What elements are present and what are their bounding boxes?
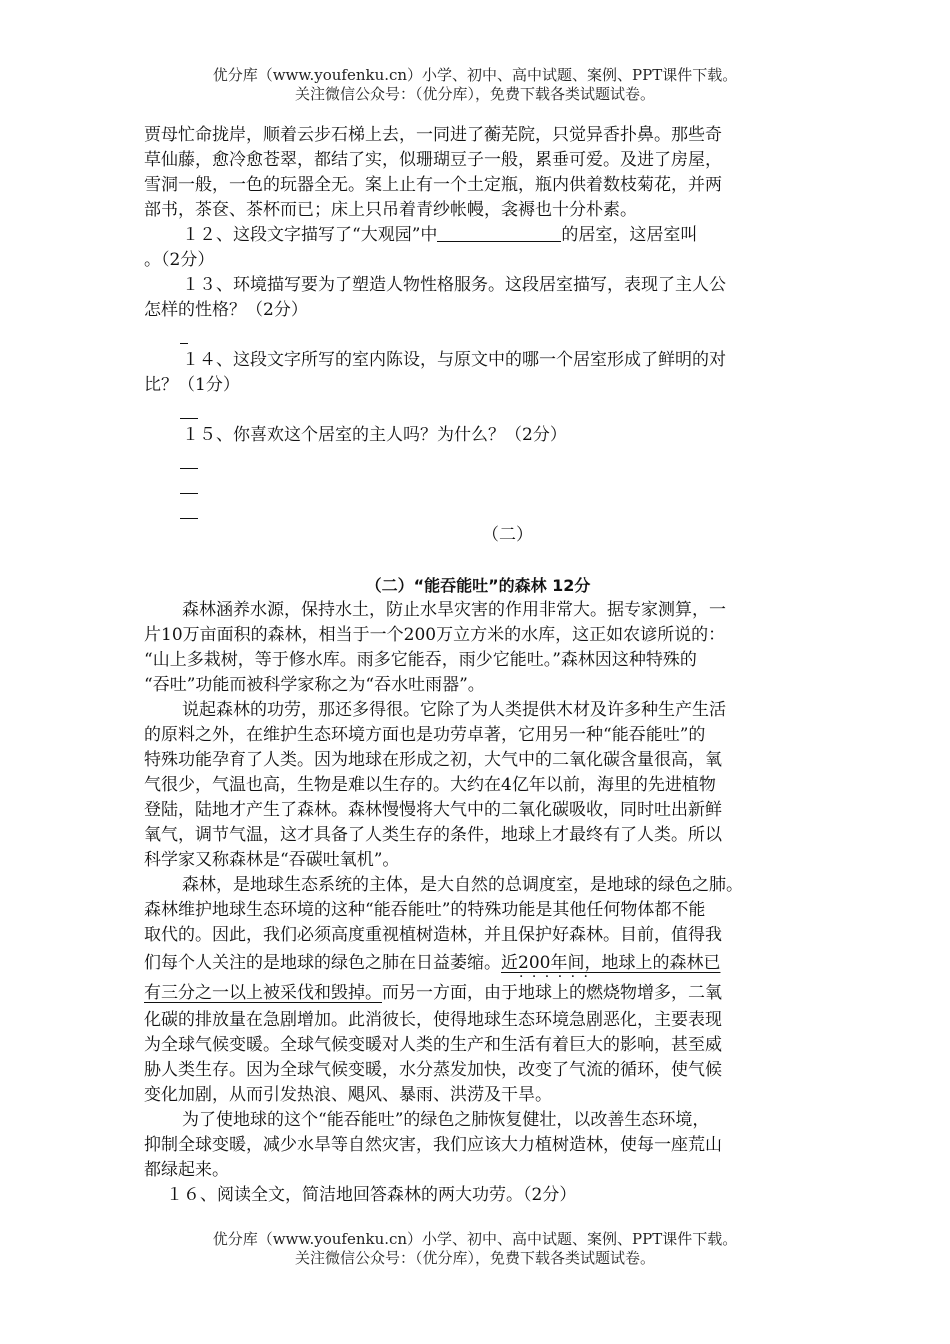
- article-line: 森林，是地球生态系统的主体，是大自然的总调度室，是地球的绿色之肺。: [182, 875, 743, 895]
- passage-line: 雪洞一般，一色的玩器全无。案上止有一个土定瓶，瓶内供着数枝菊花，并两: [144, 175, 722, 195]
- article-line: 取代的。因此，我们必须高度重视植树造林，并且保护好森林。目前，值得我: [144, 925, 722, 945]
- spacer: [144, 548, 812, 573]
- passage-line: 贾母忙命拢岸，顺着云步石梯上去，一同进了蘅芜院，只觉异香扑鼻。那些奇: [144, 125, 722, 145]
- underlined-sentence: 近200年间，地球上的森林已 · ·: [501, 948, 720, 978]
- question-12-cont: 。（2分）: [144, 250, 215, 270]
- section-marker: （二）: [482, 525, 533, 545]
- question-14-cont: 比？（1分）: [144, 375, 240, 395]
- article-line: 特殊功能孕育了人类。因为地球在形成之初，大气中的二氧化碳含量很高，氧: [144, 750, 722, 770]
- article-line: 化碳的排放量在急剧增加。此消彼长，使得地球生态环境急剧恶化，主要表现: [144, 1010, 722, 1030]
- question-14: １４、这段文字所写的室内陈设，与原文中的哪一个居室形成了鲜明的对: [182, 350, 726, 370]
- article-line: 抑制全球变暖，减少水旱等自然灾害，我们应该大力植树造林，使每一座荒山: [144, 1135, 722, 1155]
- answer-line[interactable]: [144, 498, 812, 523]
- article-line: 都绿起来。: [144, 1160, 229, 1180]
- answer-blank[interactable]: [437, 223, 561, 242]
- article-line: 为全球气候变暖。全球气候变暖对人类的生产和生活有着巨大的影响，甚至威: [144, 1035, 722, 1055]
- underlined-dotted-phrase: 有三分之一以上: [144, 983, 263, 1003]
- answer-line[interactable]: [144, 323, 812, 348]
- article-line: 登陆，陆地才产生了森林。森林慢慢将大气中的二氧化碳吸收，同时吐出新鲜: [144, 800, 722, 820]
- article-line: 说起森林的功劳，那还多得很。它除了为人类提供木材及许多种生产生活: [182, 700, 726, 720]
- question-16: １６、阅读全文，简洁地回答森林的两大功劳。（2分）: [166, 1185, 577, 1205]
- article-line: 科学家又称森林是“吞碳吐氧机”。: [144, 850, 400, 870]
- header-line-1: 优分库（www.youfenku.cn）小学、初中、高中试题、案例、PPT课件下载。: [212, 66, 738, 84]
- article-line: 们每个人关注的是地球的绿色之肺在日益萎缩。近200年间，地球上的森林已 · ·: [144, 948, 812, 978]
- underlined-sentence-end: 被采伐和毁掉。: [263, 983, 382, 1003]
- article-line: 气很少，气温也高，生物是难以生存的。大约在4亿年以前，海里的先进植物: [144, 775, 716, 795]
- answer-line[interactable]: [144, 448, 812, 473]
- article-line: 氧气，调节气温，这才具备了人类生存的条件，地球上才最终有了人类。所以: [144, 825, 722, 845]
- question-12: １２、这段文字描写了“大观园”中 的居室，这居室叫: [182, 225, 698, 245]
- question-13: １３、环境描写要为了塑造人物性格服务。这段居室描写，表现了主人公: [182, 275, 726, 295]
- question-13-cont: 怎样的性格？（2分）: [144, 300, 308, 320]
- answer-line[interactable]: [144, 473, 812, 498]
- article-line: 胁人类生存。因为全球气候变暖，水分蒸发加快，改变了气流的循环，使气候: [144, 1060, 722, 1080]
- article-line: 的原料之外，在维护生态环境方面也是功劳卓著，它用另一种“能吞能吐”的: [144, 725, 706, 745]
- article-line: 森林涵养水源，保持水土，防止水旱灾害的作用非常大。据专家测算，一: [182, 600, 726, 620]
- document-body: [144, 123, 812, 1208]
- header-line-2: 关注微信公众号：（优分库），免费下载各类试题试卷。: [294, 85, 655, 103]
- article-line: “吞吐”功能而被科学家称之为“吞水吐雨器”。: [144, 675, 485, 695]
- page-footer: [0, 1230, 950, 1268]
- article-title: （二）“能吞能吐”的森林 12分: [365, 576, 591, 595]
- passage-line: 部书，茶奁、茶杯而已；床上只吊着青纱帐幔，衾褥也十分朴素。: [144, 200, 637, 220]
- passage-line: 草仙藤，愈冷愈苍翠，都结了实，似珊瑚豆子一般，累垂可爱。及进了房屋，: [144, 150, 722, 170]
- question-15: １５、你喜欢这个居室的主人吗？为什么？（2分）: [182, 425, 567, 445]
- article-line: 有三分之一以上被采伐和毁掉。而另一方面，由于地球上的燃烧物增多，二氧: [144, 983, 722, 1003]
- article-line: 变化加剧，从而引发热浪、飓风、暴雨、洪涝及干旱。: [144, 1085, 552, 1105]
- footer-line-1: 优分库（www.youfenku.cn）小学、初中、高中试题、案例、PPT课件下载。: [212, 1230, 738, 1248]
- article-line: 为了使地球的这个“能吞能吐”的绿色之肺恢复健壮，以改善生态环境，: [182, 1110, 710, 1130]
- footer-line-2: 关注微信公众号：（优分库），免费下载各类试题试卷。: [294, 1249, 655, 1267]
- article-line: 片10万亩面积的森林，相当于一个200万立方米的水库，这正如农谚所说的：: [144, 625, 726, 645]
- answer-line[interactable]: [144, 398, 812, 423]
- article-line: 森林维护地球生态环境的这种“能吞能吐”的特殊功能是其他任何物体都不能: [144, 900, 706, 920]
- page-header: [0, 66, 950, 104]
- article-line: “山上多栽树，等于修水库。雨多它能吞，雨少它能吐。”森林因这种特殊的: [144, 650, 697, 670]
